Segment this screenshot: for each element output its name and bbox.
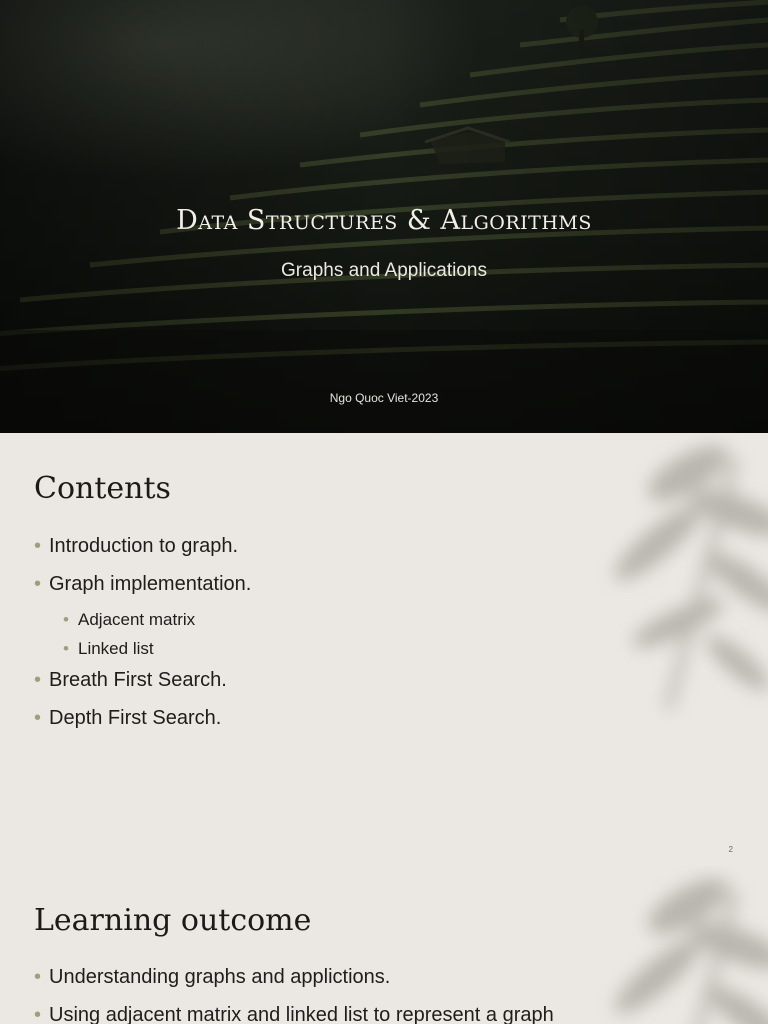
learning-outcome-slide xyxy=(0,866,768,1024)
author-credit: Ngo Quoc Viet-2023 xyxy=(329,391,439,405)
list-subitem: • Adjacent matrix xyxy=(63,609,251,631)
list-item: • Graph implementation. xyxy=(34,571,251,597)
title-slide xyxy=(0,0,768,433)
page-number: 2 xyxy=(728,845,733,854)
leaf-shadow-decoration xyxy=(538,433,768,733)
contents-heading: Contents xyxy=(34,471,171,506)
learning-outcome-list xyxy=(34,964,554,1024)
presentation-title: Data Structures & Algorithms xyxy=(176,205,592,236)
contents-slide xyxy=(0,433,768,866)
contents-list xyxy=(34,533,251,743)
list-item: • Introduction to graph. xyxy=(34,533,251,559)
list-item: • Understanding graphs and applictions. xyxy=(34,964,554,990)
presentation-subtitle: Graphs and Applications xyxy=(281,260,487,281)
list-item: • Breath First Search. xyxy=(34,667,251,693)
learning-outcome-heading: Learning outcome xyxy=(34,903,312,938)
leaf-shadow-decoration xyxy=(538,866,768,1024)
list-subitem: • Linked list xyxy=(63,638,251,660)
list-item: • Depth First Search. xyxy=(34,705,251,731)
list-item: • Using adjacent matrix and linked list to represent a graph xyxy=(34,1002,554,1024)
